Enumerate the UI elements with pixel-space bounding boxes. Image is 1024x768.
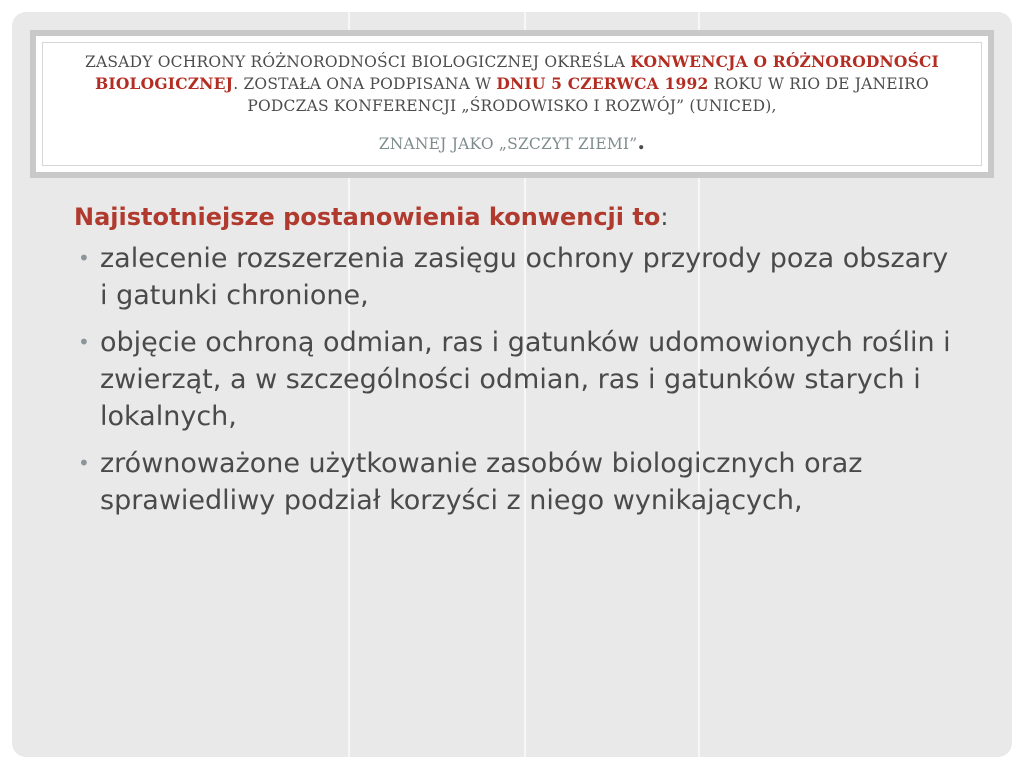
title-last-line — [53, 131, 971, 155]
slide — [12, 12, 1012, 757]
title-accent-date: DNIU 5 CZERWCA 1992 — [496, 74, 709, 93]
bullet-icon: • — [78, 330, 90, 354]
lead-paragraph — [74, 200, 954, 234]
list-item — [74, 240, 954, 314]
list-item-text: objęcie ochroną odmian, ras i gatunków udomowionych roślin i zwierząt, a w szczególności odmian, ras i gatunków starych i lokalnych, — [100, 327, 951, 432]
list-item — [74, 445, 954, 519]
title-dot: . — [637, 129, 646, 155]
title-accent-convention: KONWENCJA O RÓŻNORODNOŚCI BIOLOGICZNEJ — [95, 52, 939, 93]
slide-content — [74, 200, 954, 529]
list-item — [74, 324, 954, 435]
lead-suffix: : — [660, 203, 669, 231]
title-frame — [30, 30, 994, 178]
bullet-icon: • — [78, 246, 90, 270]
title-text: . ZOSTAŁA ONA PODPISANA W — [233, 75, 497, 93]
list-item-text: zrównoważone użytkowanie zasobów biologicznych oraz sprawiedliwy podział korzyści z niego wynikających, — [100, 448, 863, 516]
title-last-text: ZNANEJ JAKO „SZCZYT ZIEMI” — [378, 135, 638, 153]
slide-title — [42, 42, 982, 166]
title-text: ZASADY OCHRONY RÓŻNORODNOŚCI BIOLOGICZNEJ OKREŚLA — [85, 53, 631, 71]
bullet-list — [74, 240, 954, 519]
bullet-icon: • — [78, 451, 90, 475]
title-text: ROKU W RIO DE JANEIRO PODCZAS KONFERENCJI „ŚRODOWISKO I ROZWÓJ” (UNICED), — [247, 75, 929, 115]
lead-heading: Najistotniejsze postanowienia konwencji to — [74, 203, 661, 231]
list-item-text: zalecenie rozszerzenia zasięgu ochrony przyrody poza obszary i gatunki chronione, — [100, 243, 949, 311]
